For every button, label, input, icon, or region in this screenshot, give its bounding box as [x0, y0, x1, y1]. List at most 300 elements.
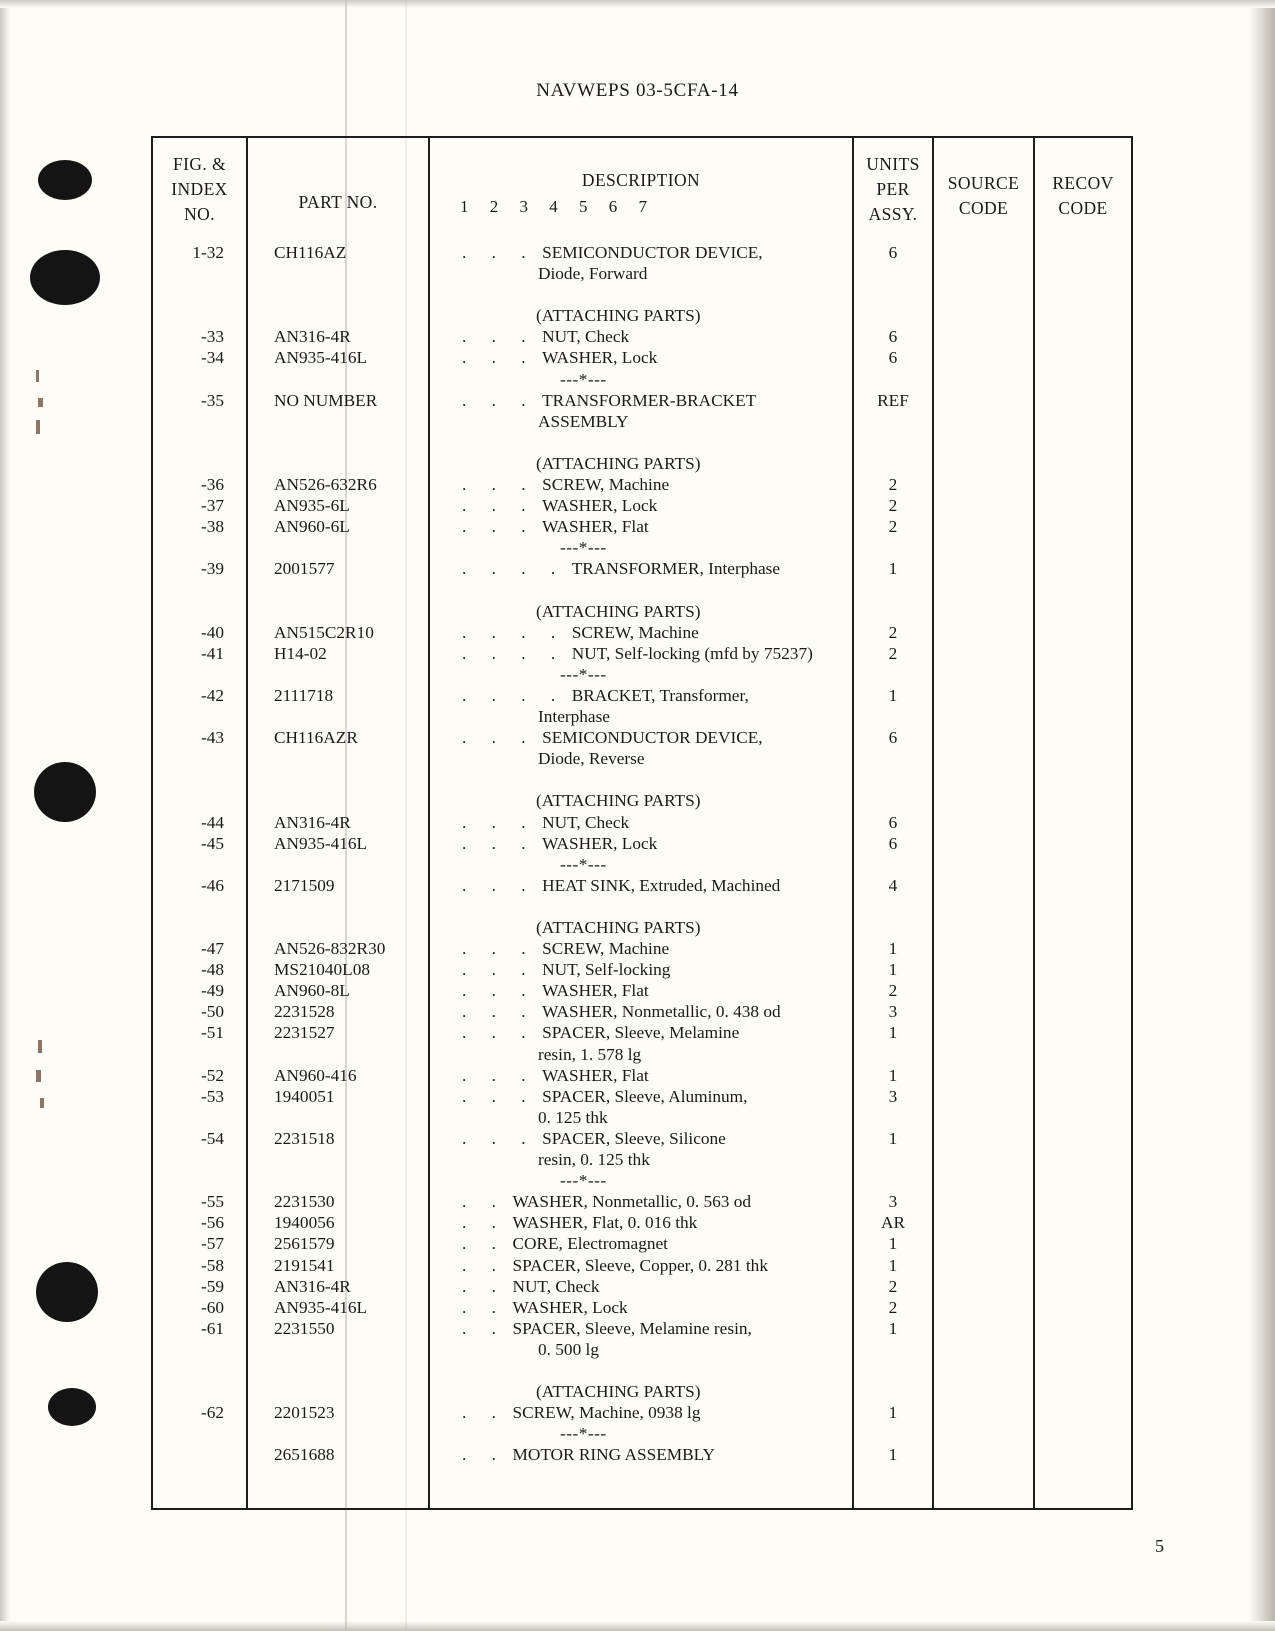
description-text: HEAT SINK, Extruded, Machined	[542, 875, 781, 895]
document-header: NAVWEPS 03-5CFA-14	[536, 80, 739, 101]
description-cell	[430, 1149, 852, 1170]
description-cell	[430, 495, 852, 516]
fig-index-cell: -52	[200, 1065, 224, 1085]
part-no-cell	[274, 453, 428, 474]
fig-index-cell	[153, 263, 224, 284]
table-header-row	[153, 138, 1131, 242]
units-cell	[854, 1107, 932, 1128]
column-source-code	[933, 242, 1034, 1508]
units-cell	[854, 1170, 932, 1191]
fig-index-cell	[153, 1423, 224, 1444]
part-no-cell: MS21040L08	[274, 960, 371, 980]
source-code-cell	[934, 1423, 1033, 1444]
part-no-cell: AN526-832R30	[274, 939, 386, 959]
source-code-cell	[934, 896, 1033, 917]
header-fig-line3: NO.	[184, 203, 215, 224]
fig-index-cell: -47	[200, 939, 224, 959]
part-no-cell: 2231518	[274, 1128, 335, 1148]
description-text: WASHER, Lock	[512, 1297, 628, 1317]
description-text: NUT, Self-locking (mfd by 75237)	[571, 643, 813, 663]
source-code-cell	[934, 453, 1033, 474]
recov-code-cell	[1035, 242, 1131, 263]
fig-index-cell	[153, 284, 224, 305]
fig-index-cell	[153, 1107, 224, 1128]
description-cell	[430, 1444, 852, 1465]
recov-code-cell	[1035, 706, 1131, 727]
source-code-cell	[934, 748, 1033, 769]
scan-artifact	[40, 1098, 44, 1108]
units-cell: 2	[888, 496, 898, 516]
description-cell	[430, 1212, 852, 1233]
recov-code-cell	[1035, 1044, 1131, 1065]
source-code-cell	[934, 959, 1033, 980]
source-code-cell	[934, 474, 1033, 495]
fig-index-cell	[153, 432, 224, 453]
units-cell: 4	[888, 875, 898, 895]
units-cell: 6	[888, 327, 898, 347]
recov-code-cell	[1035, 1339, 1131, 1360]
source-code-cell	[934, 1170, 1033, 1191]
units-cell	[854, 854, 932, 875]
page-edge-top	[0, 0, 1275, 8]
recov-code-cell	[1035, 347, 1131, 368]
indent-dots: . . .	[462, 1065, 537, 1085]
recov-code-cell	[1035, 601, 1131, 622]
group-separator: ---*---	[560, 538, 607, 558]
part-no-cell: 1940056	[274, 1213, 335, 1233]
source-code-cell	[934, 263, 1033, 284]
column-units-per-assy	[853, 242, 933, 1508]
header-fig-line1: FIG. &	[173, 154, 226, 174]
source-code-cell	[934, 769, 1033, 790]
recov-code-cell	[1035, 622, 1131, 643]
description-cell	[430, 305, 852, 326]
part-no-cell	[274, 580, 428, 601]
header-part-no	[247, 138, 429, 242]
part-no-cell	[274, 769, 428, 790]
attaching-parts-label: (ATTACHING PARTS)	[536, 601, 701, 621]
description-text: NUT, Check	[542, 327, 630, 347]
description-cell	[430, 1255, 852, 1276]
source-code-cell	[934, 390, 1033, 411]
recov-code-cell	[1035, 896, 1131, 917]
indent-dots: . .	[462, 1403, 507, 1423]
description-cell	[430, 769, 852, 790]
description-cell	[430, 706, 852, 727]
description-cell	[430, 896, 852, 917]
header-units-line3: ASSY.	[868, 203, 918, 224]
units-cell: 1	[888, 939, 898, 959]
fig-index-cell: -53	[200, 1086, 224, 1106]
units-cell	[854, 706, 932, 727]
description-cell	[430, 854, 852, 875]
source-code-cell	[934, 326, 1033, 347]
recov-code-cell	[1035, 664, 1131, 685]
fig-index-cell: -40	[200, 622, 224, 642]
part-no-cell	[274, 369, 428, 390]
units-cell	[854, 453, 932, 474]
description-text: NUT, Check	[512, 1276, 600, 1296]
page-edge-bottom	[0, 1621, 1275, 1631]
fig-index-cell: -43	[200, 728, 224, 748]
description-cell	[430, 1276, 852, 1297]
indent-dots: . . . .	[462, 643, 566, 663]
fig-index-cell	[153, 706, 224, 727]
header-units-per-assy	[853, 138, 933, 242]
part-no-column	[248, 242, 428, 1465]
attaching-parts-label: (ATTACHING PARTS)	[536, 1382, 701, 1402]
units-cell	[854, 917, 932, 938]
part-no-cell	[274, 305, 428, 326]
fig-index-cell: -45	[200, 833, 224, 853]
fig-index-cell	[153, 790, 224, 811]
fig-index-cell	[153, 1339, 224, 1360]
recov-code-cell	[1035, 305, 1131, 326]
units-cell: 6	[888, 812, 898, 832]
indent-dots: . .	[462, 1255, 507, 1275]
description-cell	[430, 685, 852, 706]
part-no-cell	[274, 706, 428, 727]
description-cell	[430, 1191, 852, 1212]
part-no-cell: 2001577	[274, 559, 335, 579]
recov-code-cell	[1035, 580, 1131, 601]
recov-code-cell	[1035, 432, 1131, 453]
units-cell: 3	[888, 1086, 898, 1106]
description-cell	[430, 1339, 852, 1360]
units-cell: 1	[888, 1128, 898, 1148]
recov-code-cell	[1035, 833, 1131, 854]
description-text: WASHER, Nonmetallic, 0. 438 od	[542, 1002, 781, 1022]
fig-index-cell: -33	[200, 327, 224, 347]
recov-code-cell	[1035, 938, 1131, 959]
fig-index-cell: -55	[200, 1192, 224, 1212]
source-code-cell	[934, 369, 1033, 390]
recov-code-cell	[1035, 980, 1131, 1001]
recov-code-cell	[1035, 917, 1131, 938]
description-cell	[430, 1318, 852, 1339]
fig-index-cell: -48	[200, 960, 224, 980]
recov-code-cell	[1035, 558, 1131, 579]
description-continuation: 0. 125 thk	[538, 1107, 608, 1127]
units-cell	[854, 432, 932, 453]
units-cell: 1	[888, 1403, 898, 1423]
recov-code-cell	[1035, 411, 1131, 432]
indent-dots: . . .	[462, 243, 537, 262]
description-cell	[430, 1001, 852, 1022]
part-no-cell	[274, 1044, 428, 1065]
description-cell	[430, 1423, 852, 1444]
scan-artifact	[38, 398, 43, 407]
source-code-cell	[934, 1149, 1033, 1170]
recov-code-column	[1035, 242, 1131, 1465]
source-code-cell	[934, 1233, 1033, 1254]
description-continuation: 0. 500 lg	[538, 1339, 599, 1359]
description-text: MOTOR RING ASSEMBLY	[512, 1445, 715, 1465]
fig-index-cell	[153, 369, 224, 390]
column-description	[429, 242, 853, 1508]
indent-dots: . . . .	[462, 685, 566, 705]
fig-index-cell: -41	[200, 643, 224, 663]
part-no-cell: 2191541	[274, 1255, 335, 1275]
description-text: TRANSFORMER, Interphase	[571, 559, 781, 579]
part-no-cell: AN935-416L	[274, 1297, 368, 1317]
description-cell	[430, 1402, 852, 1423]
fig-index-cell	[153, 896, 224, 917]
description-text: TRANSFORMER-BRACKET	[542, 390, 757, 410]
header-source-line2: CODE	[958, 197, 1009, 218]
fig-index-cell: -61	[200, 1318, 224, 1338]
fig-index-cell	[153, 1360, 224, 1381]
scan-artifact	[38, 1040, 42, 1053]
units-cell: 1	[888, 1023, 898, 1043]
recov-code-cell	[1035, 1444, 1131, 1465]
recov-code-cell	[1035, 390, 1131, 411]
source-code-cell	[934, 1297, 1033, 1318]
recov-code-cell	[1035, 1381, 1131, 1402]
attaching-parts-label: (ATTACHING PARTS)	[536, 918, 701, 937]
description-text: NUT, Self-locking	[542, 960, 671, 980]
description-cell	[430, 1086, 852, 1107]
fig-index-cell	[153, 917, 224, 938]
source-code-cell	[934, 1339, 1033, 1360]
part-no-cell: 2651688	[274, 1445, 335, 1465]
description-cell	[430, 917, 852, 938]
description-continuation: Diode, Forward	[538, 264, 648, 284]
description-text: WASHER, Lock	[542, 348, 658, 368]
recov-code-cell	[1035, 812, 1131, 833]
fig-index-cell: -60	[200, 1297, 224, 1317]
recov-code-cell	[1035, 1276, 1131, 1297]
units-cell: 2	[888, 1297, 898, 1317]
description-text: WASHER, Flat, 0. 016 thk	[512, 1213, 698, 1233]
recov-code-cell	[1035, 875, 1131, 896]
source-code-cell	[934, 1444, 1033, 1465]
units-cell: 2	[888, 622, 898, 642]
source-code-cell	[934, 601, 1033, 622]
source-code-cell	[934, 1255, 1033, 1276]
part-no-cell	[274, 896, 428, 917]
source-code-cell	[934, 432, 1033, 453]
recov-code-cell	[1035, 643, 1131, 664]
header-fig-index	[153, 138, 247, 242]
part-no-cell: AN935-416L	[274, 348, 368, 368]
source-code-cell	[934, 1001, 1033, 1022]
description-cell	[430, 1381, 852, 1402]
indent-dots: . . .	[462, 496, 537, 516]
page-edge-left	[0, 0, 10, 1631]
units-cell	[854, 263, 932, 284]
recov-code-cell	[1035, 1022, 1131, 1043]
part-no-cell: NO NUMBER	[274, 390, 378, 410]
fig-index-column	[153, 242, 246, 1465]
units-cell: 6	[888, 243, 898, 262]
description-cell	[430, 664, 852, 685]
indent-dots: . . .	[462, 981, 537, 1001]
description-text: SCREW, Machine, 0938 lg	[512, 1403, 701, 1423]
source-code-cell	[934, 1381, 1033, 1402]
fig-index-cell: -56	[200, 1213, 224, 1233]
fig-index-cell: -36	[200, 475, 224, 495]
fig-index-cell: -54	[200, 1128, 224, 1148]
indent-dots: . . .	[462, 812, 537, 832]
units-cell: 2	[888, 1276, 898, 1296]
fig-index-cell: -49	[200, 981, 224, 1001]
source-code-cell	[934, 1360, 1033, 1381]
indent-dots: . . .	[462, 939, 537, 959]
fig-index-cell	[153, 854, 224, 875]
description-cell	[430, 1297, 852, 1318]
description-cell	[430, 347, 852, 368]
recov-code-cell	[1035, 1402, 1131, 1423]
column-recov-code	[1034, 242, 1131, 1508]
fig-index-cell: -62	[200, 1403, 224, 1423]
fig-index-cell: -34	[200, 348, 224, 368]
fig-index-cell	[153, 664, 224, 685]
description-cell	[430, 242, 852, 263]
units-cell: 1	[888, 1318, 898, 1338]
units-cell: 1	[888, 1445, 898, 1465]
description-cell	[430, 263, 852, 284]
source-code-cell	[934, 1276, 1033, 1297]
units-cell: 6	[888, 833, 898, 853]
punch-hole	[38, 160, 92, 200]
description-cell	[430, 727, 852, 748]
indent-dots: . . .	[462, 475, 537, 495]
units-cell: 3	[888, 1002, 898, 1022]
units-cell	[854, 305, 932, 326]
fig-index-cell	[153, 537, 224, 558]
units-cell	[854, 537, 932, 558]
indent-dots: . . .	[462, 517, 537, 537]
part-no-cell	[274, 748, 428, 769]
indent-dots: . .	[462, 1276, 507, 1296]
table-body-row	[153, 242, 1131, 1508]
recov-code-cell	[1035, 1107, 1131, 1128]
source-code-cell	[934, 1022, 1033, 1043]
fig-index-cell: -35	[200, 390, 224, 410]
part-no-cell: 2231528	[274, 1002, 335, 1022]
description-column	[430, 242, 852, 1465]
units-cell: 1	[888, 960, 898, 980]
description-cell	[430, 812, 852, 833]
recov-code-cell	[1035, 1423, 1131, 1444]
description-cell	[430, 1022, 852, 1043]
fig-index-cell: -50	[200, 1002, 224, 1022]
indent-dots: . . .	[462, 327, 537, 347]
punch-hole	[30, 250, 100, 305]
units-cell	[854, 284, 932, 305]
description-text: BRACKET, Transformer,	[571, 685, 749, 705]
part-no-cell: AN960-6L	[274, 517, 350, 537]
part-no-cell	[274, 1360, 428, 1381]
units-column	[854, 242, 932, 1465]
fig-index-cell	[153, 769, 224, 790]
recov-code-cell	[1035, 727, 1131, 748]
part-no-cell: AN935-6L	[274, 496, 350, 516]
recov-code-cell	[1035, 284, 1131, 305]
description-cell	[430, 1170, 852, 1191]
group-separator: ---*---	[560, 854, 607, 874]
source-code-cell	[934, 516, 1033, 537]
description-text: SPACER, Sleeve, Melamine	[542, 1023, 740, 1043]
part-no-cell	[274, 854, 428, 875]
source-code-cell	[934, 1212, 1033, 1233]
punch-hole	[36, 1262, 98, 1322]
indent-dots: . . .	[462, 875, 537, 895]
source-code-cell	[934, 1086, 1033, 1107]
description-text: SCREW, Machine	[542, 475, 670, 495]
description-cell	[430, 959, 852, 980]
units-cell	[854, 896, 932, 917]
part-no-cell	[274, 601, 428, 622]
recov-code-cell	[1035, 369, 1131, 390]
part-no-cell	[274, 1107, 428, 1128]
group-separator: ---*---	[560, 1171, 607, 1191]
description-continuation: resin, 1. 578 lg	[538, 1044, 642, 1064]
fig-index-cell: -38	[200, 517, 224, 537]
recov-code-cell	[1035, 326, 1131, 347]
part-no-cell: AN960-416	[274, 1065, 357, 1085]
units-cell: 1	[888, 1234, 898, 1254]
description-text: SEMICONDUCTOR DEVICE,	[542, 243, 763, 262]
description-text: WASHER, Flat	[542, 517, 649, 537]
fig-index-cell: -37	[200, 496, 224, 516]
description-cell	[430, 390, 852, 411]
description-cell	[430, 748, 852, 769]
description-cell	[430, 1107, 852, 1128]
description-text: SPACER, Sleeve, Aluminum,	[542, 1086, 748, 1106]
source-code-cell	[934, 664, 1033, 685]
source-code-cell	[934, 812, 1033, 833]
description-cell	[430, 1044, 852, 1065]
description-text: SCREW, Machine	[542, 939, 670, 959]
part-no-cell	[274, 537, 428, 558]
part-no-cell	[274, 263, 428, 284]
part-no-cell: 2231530	[274, 1192, 335, 1212]
source-code-cell	[934, 305, 1033, 326]
attaching-parts-label: (ATTACHING PARTS)	[536, 791, 701, 811]
header-fig-line2: INDEX	[171, 178, 228, 199]
header-recov-line1: RECOV	[1052, 173, 1114, 193]
recov-code-cell	[1035, 1297, 1131, 1318]
description-cell	[430, 369, 852, 390]
source-code-cell	[934, 938, 1033, 959]
source-code-cell	[934, 1044, 1033, 1065]
units-cell	[854, 1149, 932, 1170]
group-separator: ---*---	[560, 664, 607, 684]
part-no-cell	[274, 1149, 428, 1170]
column-fig-index	[153, 242, 247, 1508]
source-code-cell	[934, 347, 1033, 368]
recov-code-cell	[1035, 1360, 1131, 1381]
part-no-cell: AN526-632R6	[274, 475, 377, 495]
part-no-cell	[274, 1339, 428, 1360]
source-code-cell	[934, 622, 1033, 643]
fig-index-cell	[153, 748, 224, 769]
description-cell	[430, 790, 852, 811]
units-cell: 2	[888, 475, 898, 495]
description-cell	[430, 537, 852, 558]
page-number: 5	[1155, 1536, 1164, 1556]
part-no-cell: 2201523	[274, 1403, 335, 1423]
attaching-parts-label: (ATTACHING PARTS)	[536, 306, 701, 326]
description-cell	[430, 643, 852, 664]
fig-index-cell: -39	[200, 559, 224, 579]
units-cell	[854, 411, 932, 432]
header-units-line1: UNITS	[866, 154, 920, 174]
part-no-cell	[274, 917, 428, 938]
description-text: NUT, Check	[542, 812, 630, 832]
